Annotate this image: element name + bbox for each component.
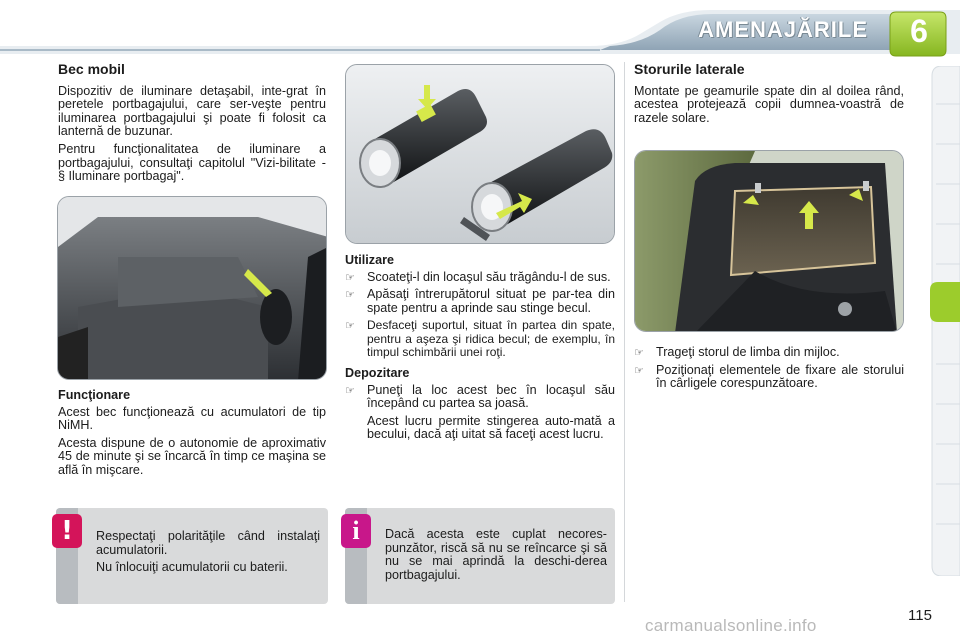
use-step-1	[345, 271, 615, 285]
use-step-3-text: Desfaceţi suportul, situat în partea din spate, pentru a aşeza şi ridica becul; de exemplu, în timpul schimbării unei roţi.	[367, 318, 615, 359]
pointing-hand-icon: ☞	[345, 319, 355, 333]
use-step-2	[345, 288, 615, 315]
info-note-text: Dacă acesta este cuplat necores-punzător, riscă să nu se reîncarce şi să nu se mai aprindă la deschi-derea portbagajului.	[385, 527, 607, 582]
subtitle-utilizare: Utilizare	[345, 253, 394, 267]
page-header	[0, 0, 960, 58]
store-step-text: Puneţi la loc acest bec în locaşul său începând cu partea sa joasă.	[367, 382, 615, 411]
lamp-photo	[345, 64, 615, 244]
section-title-storurile: Storurile laterale	[634, 61, 745, 77]
right-column	[634, 63, 904, 129]
use-step-1-text: Scoateţi-l din locaşul său trăgându-l de sus.	[367, 269, 611, 284]
warning-line-1: Respectaţi polarităţile când instalaţi acumulatorii.	[96, 529, 320, 557]
section-title-bec-mobil: Bec mobil	[58, 61, 125, 77]
pointing-hand-icon: ☞	[634, 346, 644, 359]
subtitle-functionare: Funcţionare	[58, 388, 131, 402]
warning-note	[56, 508, 328, 604]
warning-icon: !	[52, 514, 82, 548]
info-note	[345, 508, 615, 604]
warning-line-2: Nu înlocuiţi acumulatorii cu baterii.	[96, 560, 288, 575]
intro-paragraph: Dispozitiv de iluminare detaşabil, inte-grat în peretele portbagajului, care ser-veşte pentru iluminarea portbagajului şi poate fi folosit ca lanternă de buzunar.	[58, 83, 326, 139]
function-section	[58, 389, 326, 482]
column-divider	[624, 62, 625, 602]
info-icon: i	[341, 514, 371, 548]
function-paragraph-1: Acest bec funcţionează cu acumulatori de tip NiMH.	[58, 404, 326, 433]
blind-step-1	[634, 346, 904, 360]
function-paragraph-2: Acesta dispune de o autonomie de aproximativ 45 de minute şi se încarcă în timp ce maşina se află în mişcare.	[58, 435, 326, 477]
reference-paragraph: Pentru funcţionalitatea de iluminare a portbagajului, consultaţi capitolul "Vizi-bilitate - § Iluminare portbagaj".	[58, 141, 326, 184]
trunk-photo	[57, 196, 327, 380]
blind-step-2	[634, 364, 904, 391]
store-step	[345, 384, 615, 411]
pointing-hand-icon: ☞	[345, 270, 355, 284]
blinds-intro: Montate pe geamurile spate din al doilea rând, acestea protejează copii dumnea-voastră de razele solare.	[634, 83, 904, 125]
blind-photo	[634, 150, 904, 332]
chapter-tabs	[928, 66, 960, 576]
use-step-3	[345, 319, 615, 359]
blind-step-1-text: Trageţi storul de limba din mijloc.	[656, 345, 840, 359]
trunk-illustration	[58, 197, 327, 380]
warning-note-text	[96, 530, 320, 579]
subtitle-depozitare: Depozitare	[345, 365, 410, 380]
pointing-hand-icon: ☞	[345, 288, 355, 302]
pointing-hand-icon: ☞	[345, 383, 355, 397]
watermark: carmanualsonline.info	[645, 616, 817, 635]
pointing-hand-icon: ☞	[634, 363, 644, 377]
blind-step-2-text: Poziţionaţi elementele de fixare ale storului în cârligele corespunzătoare.	[656, 362, 904, 391]
store-note: Acest lucru permite stingerea auto-mată a becului, dacă aţi uitat să faceţi acest lucru.	[367, 413, 615, 442]
chapter-number: 6	[910, 13, 928, 49]
chapter-tabs-strip	[928, 66, 960, 576]
middle-column	[345, 254, 615, 446]
use-step-2-text: Apăsaţi întrerupătorul situat pe par-tea din spate pentru a aprinde sau stinge becul.	[367, 287, 615, 315]
chapter-title: AMENAJĂRILE	[698, 17, 868, 42]
left-column	[58, 63, 326, 188]
page-number: 115	[908, 607, 932, 624]
blind-illustration	[635, 151, 904, 332]
lamp-illustration	[346, 65, 615, 244]
blinds-steps	[634, 346, 904, 395]
